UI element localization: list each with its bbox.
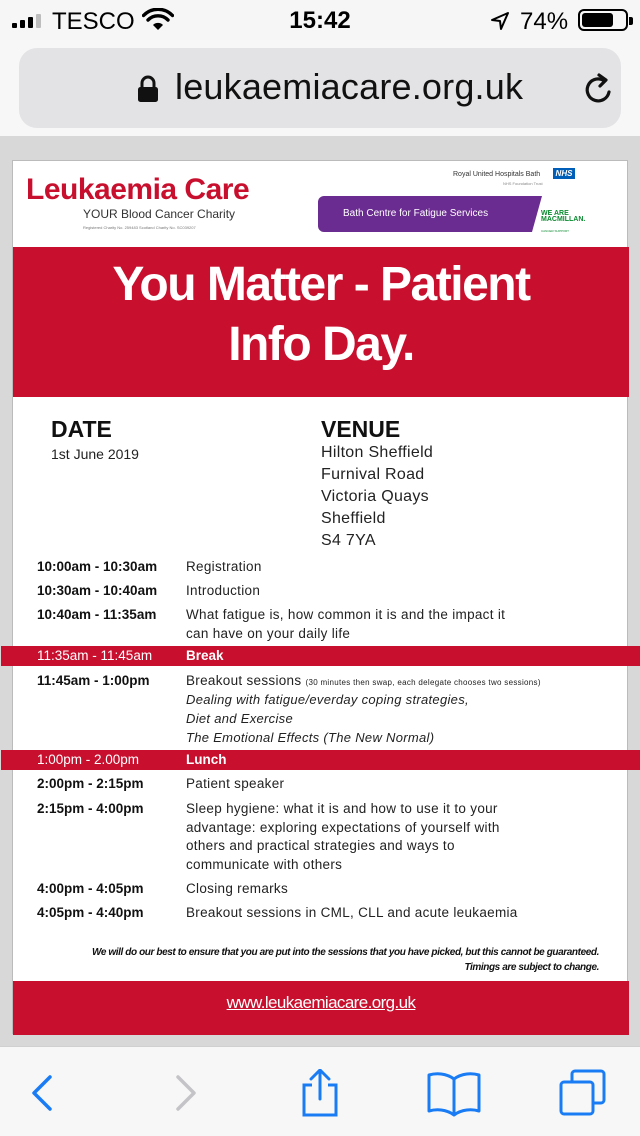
forward-icon[interactable]: [160, 1069, 208, 1117]
breakout-option: The Emotional Effects (The New Normal): [186, 730, 435, 745]
fatigue-centre-banner: Bath Centre for Fatigue Services: [318, 196, 532, 232]
event-poster: [12, 160, 628, 1034]
back-icon[interactable]: [20, 1069, 68, 1117]
url-text[interactable]: leukaemiacare.org.uk: [175, 66, 524, 107]
schedule-item: Patient speaker: [186, 776, 285, 791]
macmillan-logo: WE ARE MACMILLAN.: [541, 210, 586, 223]
venue-line: Furnival Road: [321, 466, 425, 483]
web-content: [0, 136, 640, 1046]
schedule-time: 11:45am - 1:00pm: [37, 673, 150, 688]
schedule-highlight-row: [1, 750, 640, 770]
schedule-time: 2:15pm - 4:00pm: [37, 801, 144, 816]
title-band: [13, 247, 629, 397]
schedule-item: Sleep hygiene: what it is and how to use it to your: [186, 801, 498, 816]
schedule-item: Break: [186, 648, 224, 663]
schedule-time: 10:30am - 10:40am: [37, 583, 158, 598]
leukaemia-care-logo: Leukaemia Care: [26, 173, 250, 206]
event-date: 1st June 2019: [51, 446, 139, 462]
disclaimer: We will do our best to ensure that you are put into the sessions that you have picked, but this cannot be guaranteed.: [92, 947, 599, 958]
schedule-time: 11:35am - 11:45am: [37, 648, 153, 663]
schedule-item-cont: others and practical strategies and ways to: [186, 838, 455, 853]
lock-icon: [137, 75, 159, 103]
schedule-time: 4:05pm - 4:40pm: [37, 905, 144, 920]
title-line-1: You Matter - Patient: [112, 258, 530, 311]
schedule-item-cont: advantage: exploring expectations of yourself with: [186, 820, 500, 835]
status-bar: [0, 0, 640, 40]
breakout-option: Diet and Exercise: [186, 711, 293, 726]
battery-icon: [578, 9, 628, 31]
schedule-item-title: Breakout sessions: [186, 673, 302, 688]
schedule-item: Lunch: [186, 752, 227, 767]
schedule-time: 10:00am - 10:30am: [37, 559, 158, 574]
footer-band: [13, 981, 629, 1035]
bookmarks-icon[interactable]: [426, 1069, 482, 1117]
schedule-item: Breakout sessions in CML, CLL and acute leukaemia: [186, 905, 518, 920]
location-arrow-icon: [490, 11, 510, 31]
schedule-item: Introduction: [186, 583, 261, 598]
hospital-name: Royal United Hospitals Bath: [453, 171, 541, 178]
schedule-highlight-row: [1, 646, 640, 666]
website-link[interactable]: www.leukaemiacare.org.uk: [226, 993, 416, 1012]
nhs-logo: NHS: [553, 168, 575, 179]
schedule-item: Closing remarks: [186, 881, 289, 896]
battery-percentage: 74%: [520, 8, 569, 35]
schedule-time: 10:40am - 11:35am: [37, 607, 157, 622]
venue-line: Hilton Sheffield: [321, 444, 434, 461]
schedule-item-note: (30 minutes then swap, each delegate chooses two sessions): [305, 678, 541, 687]
schedule-time: 2:00pm - 2:15pm: [37, 776, 144, 791]
schedule-time: 1:00pm - 2.00pm: [37, 752, 140, 767]
charity-registration: Registered Charity No. 259483 Scotland Charity No. SC039207: [83, 225, 196, 230]
logo-tagline: YOUR Blood Cancer Charity: [83, 207, 236, 221]
browser-toolbar: [0, 1046, 640, 1136]
schedule-item: [186, 673, 541, 688]
macmillan-sub: CANCER SUPPORT: [541, 229, 569, 233]
timing-note: Timings are subject to change.: [464, 962, 599, 973]
schedule-time: 4:00pm - 4:05pm: [37, 881, 144, 896]
title-line-2: Info Day.: [228, 318, 414, 371]
share-icon[interactable]: [296, 1069, 344, 1117]
venue-line: S4 7YA: [321, 532, 376, 549]
venue-line: Victoria Quays: [321, 488, 429, 505]
date-heading: DATE: [51, 416, 112, 442]
breakout-option: Dealing with fatigue/everday coping strategies,: [186, 692, 469, 707]
reload-icon[interactable]: [581, 72, 617, 108]
schedule-item: What fatigue is, how common it is and the impact it: [186, 607, 506, 622]
carrier-name: TESCO: [52, 8, 135, 35]
hospital-trust: NHS Foundation Trust: [503, 181, 543, 186]
schedule-item: Registration: [186, 559, 262, 574]
venue-line: Sheffield: [321, 510, 386, 527]
clock: 15:42: [289, 7, 351, 34]
schedule-item-cont: can have on your daily life: [186, 626, 351, 641]
venue-heading: VENUE: [321, 416, 401, 442]
schedule-item-cont: communicate with others: [186, 857, 343, 872]
tabs-icon[interactable]: [558, 1069, 606, 1117]
address-bar[interactable]: [19, 48, 621, 128]
